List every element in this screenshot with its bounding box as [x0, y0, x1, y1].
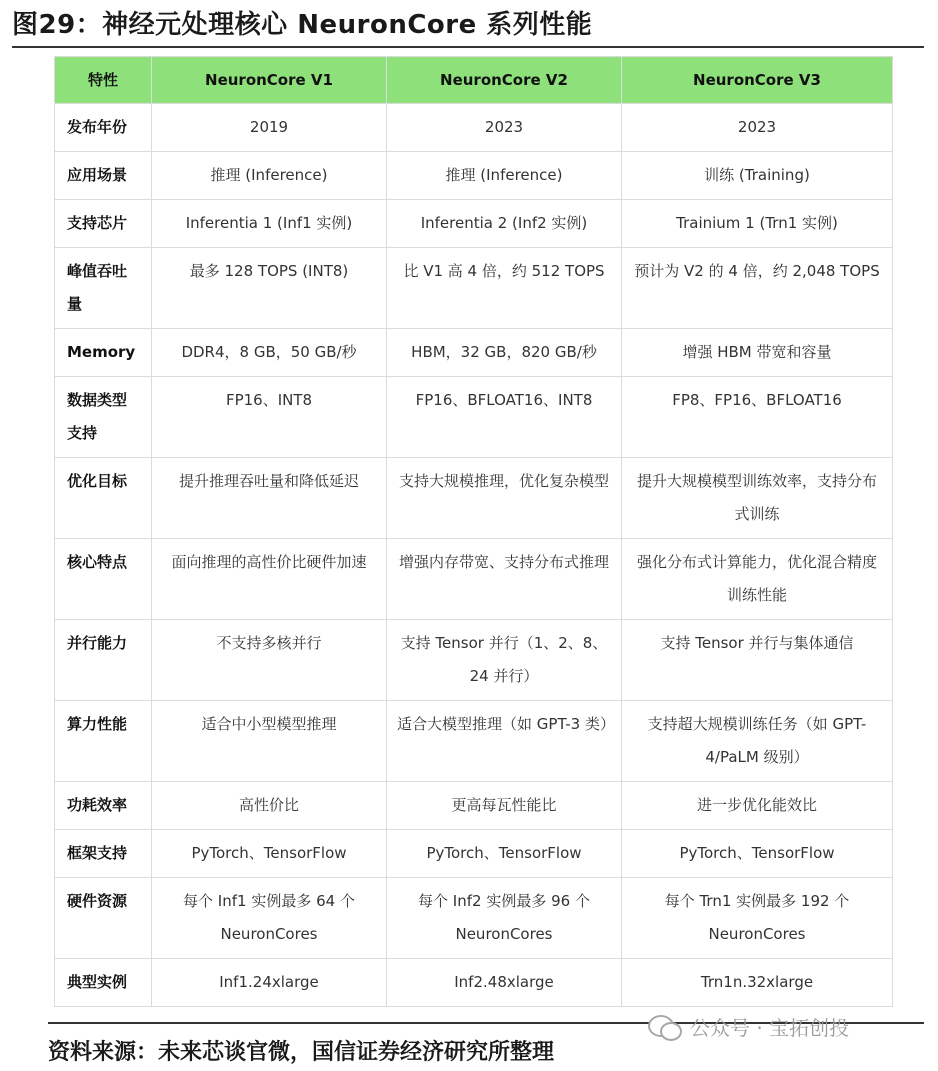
row-header: 并行能力 [55, 620, 152, 701]
table-cell: 支持 Tensor 并行（1、2、8、24 并行） [387, 620, 622, 701]
table-cell: FP16、BFLOAT16、INT8 [387, 377, 622, 458]
table-cell: 高性价比 [152, 782, 387, 830]
table-cell: 2019 [152, 104, 387, 152]
table-row [55, 104, 893, 152]
table-cell: 面向推理的高性价比硬件加速 [152, 539, 387, 620]
table-row [55, 782, 893, 830]
row-header: 应用场景 [55, 152, 152, 200]
table-cell: 每个 Inf1 实例最多 64 个 NeuronCores [152, 878, 387, 959]
table-cell: 支持 Tensor 并行与集体通信 [622, 620, 893, 701]
table-cell: 不支持多核并行 [152, 620, 387, 701]
comparison-table [54, 56, 893, 1007]
table-cell: 提升推理吞吐量和降低延迟 [152, 458, 387, 539]
row-header: 发布年份 [55, 104, 152, 152]
wechat-icon [648, 1013, 682, 1041]
row-header: Memory [55, 329, 152, 377]
row-header: 支持芯片 [55, 200, 152, 248]
row-header: 优化目标 [55, 458, 152, 539]
table-cell: 支持大规模推理，优化复杂模型 [387, 458, 622, 539]
header-cell: NeuronCore V3 [622, 57, 893, 104]
table-cell: Inferentia 2 (Inf2 实例) [387, 200, 622, 248]
table-cell: 强化分布式计算能力，优化混合精度训练性能 [622, 539, 893, 620]
table-cell: 增强 HBM 带宽和容量 [622, 329, 893, 377]
header-cell: NeuronCore V2 [387, 57, 622, 104]
table-cell: PyTorch、TensorFlow [152, 830, 387, 878]
table-cell: 更高每瓦性能比 [387, 782, 622, 830]
header-row [55, 57, 893, 104]
row-header: 典型实例 [55, 959, 152, 1007]
watermark-text: 公众号 · 宝拓创投 [690, 1016, 850, 1040]
table-cell: 适合中小型模型推理 [152, 701, 387, 782]
table-cell: 训练 (Training) [622, 152, 893, 200]
header-cell: NeuronCore V1 [152, 57, 387, 104]
table-cell: 预计为 V2 的 4 倍，约 2,048 TOPS [622, 248, 893, 329]
row-header: 数据类型支持 [55, 377, 152, 458]
row-header: 框架支持 [55, 830, 152, 878]
table-cell: 2023 [387, 104, 622, 152]
table-row [55, 248, 893, 329]
table-row [55, 830, 893, 878]
watermark [648, 1012, 849, 1041]
table-cell: 适合大模型推理（如 GPT-3 类） [387, 701, 622, 782]
table-cell: FP8、FP16、BFLOAT16 [622, 377, 893, 458]
table-row [55, 878, 893, 959]
table-row [55, 377, 893, 458]
row-header: 硬件资源 [55, 878, 152, 959]
table-cell: Inf1.24xlarge [152, 959, 387, 1007]
table-row [55, 200, 893, 248]
table-row [55, 620, 893, 701]
table-cell: 增强内存带宽、支持分布式推理 [387, 539, 622, 620]
table-cell: PyTorch、TensorFlow [387, 830, 622, 878]
table-cell: 比 V1 高 4 倍，约 512 TOPS [387, 248, 622, 329]
source-note: 资料来源：未来芯谈官微，国信证券经济研究所整理 [48, 1040, 555, 1065]
table-cell: 推理 (Inference) [387, 152, 622, 200]
table-cell: 每个 Trn1 实例最多 192 个 NeuronCores [622, 878, 893, 959]
table-cell: Inferentia 1 (Inf1 实例) [152, 200, 387, 248]
table-cell: Trainium 1 (Trn1 实例) [622, 200, 893, 248]
table-row [55, 152, 893, 200]
title-rule [12, 46, 924, 48]
table-cell: HBM，32 GB，820 GB/秒 [387, 329, 622, 377]
table-row [55, 329, 893, 377]
table-row [55, 458, 893, 539]
table-cell: 2023 [622, 104, 893, 152]
table-cell: DDR4，8 GB，50 GB/秒 [152, 329, 387, 377]
row-header: 功耗效率 [55, 782, 152, 830]
row-header: 算力性能 [55, 701, 152, 782]
row-header: 核心特点 [55, 539, 152, 620]
table-cell: FP16、INT8 [152, 377, 387, 458]
figure-title: 图29：神经元处理核心 NeuronCore 系列性能 [12, 10, 593, 40]
table-cell: Trn1n.32xlarge [622, 959, 893, 1007]
table-row [55, 959, 893, 1007]
row-header: 峰值吞吐量 [55, 248, 152, 329]
table-row [55, 539, 893, 620]
table-cell: PyTorch、TensorFlow [622, 830, 893, 878]
table-cell: 最多 128 TOPS (INT8) [152, 248, 387, 329]
table-cell: Inf2.48xlarge [387, 959, 622, 1007]
table-cell: 提升大规模模型训练效率，支持分布式训练 [622, 458, 893, 539]
table-row [55, 701, 893, 782]
table-cell: 支持超大规模训练任务（如 GPT-4/PaLM 级别） [622, 701, 893, 782]
header-cell: 特性 [55, 57, 152, 104]
table-cell: 每个 Inf2 实例最多 96 个 NeuronCores [387, 878, 622, 959]
table-cell: 推理 (Inference) [152, 152, 387, 200]
table-cell: 进一步优化能效比 [622, 782, 893, 830]
